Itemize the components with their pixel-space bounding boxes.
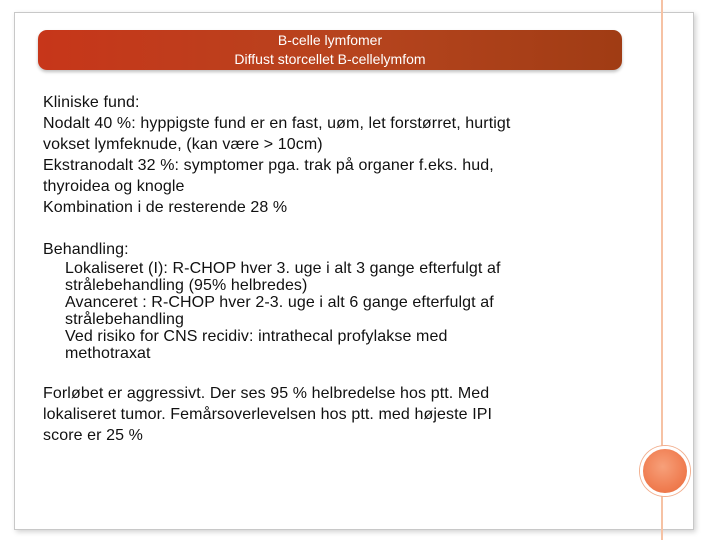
treatment-line: Avanceret : R-CHOP hver 2-3. uge i alt 6 gange efterfulgt af	[65, 294, 494, 311]
clinical-line: vokset lymfeknude, (kan være > 10cm)	[43, 136, 323, 153]
clinical-line: Kombination i de resterende 28 %	[43, 199, 288, 216]
treatment-line: methotraxat	[65, 345, 151, 362]
treatment-line: strålebehandling (95% helbredes)	[65, 277, 308, 294]
prognosis-line: lokaliseret tumor. Femårsoverlevelsen hos ptt. med højeste IPI	[43, 406, 493, 423]
spacer	[43, 218, 623, 239]
clinical-line: thyroidea og knogle	[43, 178, 185, 195]
treatment-line: Ved risiko for CNS recidiv: intrathecal profylakse med	[65, 328, 448, 345]
clinical-section	[43, 92, 623, 218]
prognosis-section	[43, 383, 623, 446]
clinical-line: Nodalt 40 %: hyppigste fund er en fast, uøm, let forstørret, hurtigt	[43, 115, 511, 132]
treatment-item	[43, 294, 623, 328]
spacer	[43, 362, 623, 383]
treatment-item	[43, 328, 623, 362]
treatment-section	[43, 239, 623, 362]
clinical-heading: Kliniske fund:	[43, 94, 140, 111]
treatment-item	[43, 260, 623, 294]
decorative-circle	[640, 446, 690, 496]
slide-subtitle: Diffust storcellet B-cellelymfom	[234, 51, 426, 67]
prognosis-line: score er 25 %	[43, 427, 144, 444]
treatment-line: strålebehandling	[65, 311, 185, 328]
slide-body	[43, 92, 623, 446]
clinical-line: Ekstranodalt 32 %: symptomer pga. trak på organer f.eks. hud,	[43, 157, 494, 174]
title-bar	[38, 30, 622, 70]
prognosis-line: Forløbet er aggressivt. Der ses 95 % helbredelse hos ptt. Med	[43, 385, 490, 402]
decorative-line	[661, 0, 663, 460]
slide-title: B-celle lymfomer	[277, 32, 383, 48]
treatment-heading: Behandling:	[43, 241, 129, 258]
treatment-line: Lokaliseret (I): R-CHOP hver 3. uge i alt 3 gange efterfulgt af	[65, 260, 501, 277]
